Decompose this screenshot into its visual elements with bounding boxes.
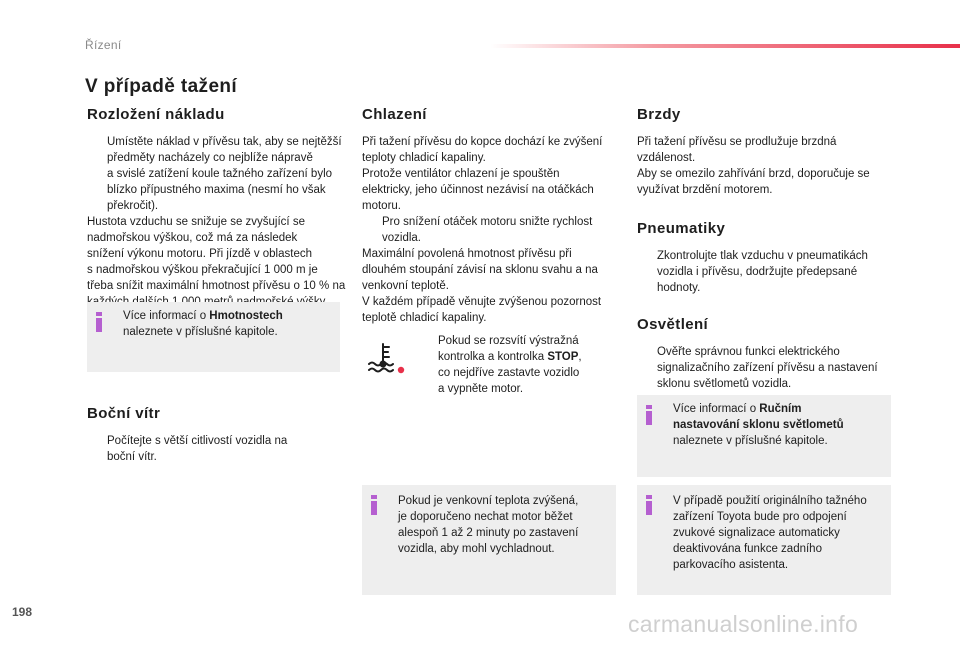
paragraph-cooling-1 [362,134,624,214]
info-box-headlamp-leveling [637,395,891,477]
bullet-warning [418,333,618,397]
text-line: blízko přípustného maxima (nesmí ho však [107,184,326,196]
bullet-tyre-pressure [637,248,899,296]
text-line: elektricky, jeho účinnost nezávisí na otáčkách [362,184,594,196]
info-icon [646,405,652,425]
text-line: Aby se omezilo zahřívání brzd, doporučuje se [637,168,870,180]
text-line: překročit). [107,200,159,212]
text-line: deaktivována funkce zadního [673,543,822,555]
column-tyres [637,220,899,296]
info-text [123,308,328,340]
text-line: vozidla, aby mohl vychladnout. [398,543,555,555]
text-line: Pokud je venkovní teplota zvýšená, [398,495,579,507]
text-line: signalizačního zařízení přívěsu a nastavení [657,362,878,374]
header-accent-bar [490,44,960,48]
text-line: Umístěte náklad v přívěsu tak, aby se nejtěžší [107,136,342,148]
info-text-prefix: Více informací o [123,310,210,322]
info-icon [371,495,377,515]
bullet-marker-icon [362,214,382,246]
text-line: parkovacího asistenta. [673,559,789,571]
text-line: motoru. [362,200,401,212]
bullet-lighting-check [637,344,899,392]
info-icon [646,495,652,515]
heading-brakes: Brzdy [637,106,681,123]
paragraph-cooling-2 [362,246,624,326]
bullet-marker-icon [418,333,438,397]
column-cargo [87,106,349,310]
heading-cargo: Rozložení nákladu [87,106,225,123]
bullet-marker-icon [87,433,107,465]
text-line: Protože ventilátor chlazení je spouštěn [362,168,560,180]
text-line: zvukové signalizace automaticky [673,527,840,539]
coolant-temperature-warning-icon [363,340,407,376]
text-line: využívat brzdění motorem. [637,184,773,196]
text-fragment: , [578,351,582,363]
text-line: boční vítr. [107,451,157,463]
bullet-reduce-speed [362,214,624,246]
text-line: vozidla i přívěsu, dodržujte předepsané [657,266,858,278]
column-lighting [637,316,899,392]
stop-label: STOP [547,351,579,363]
info-text [673,401,879,449]
text-line: teploty chladicí kapaliny. [362,152,486,164]
text-line: a vypněte motor. [438,383,524,395]
heading-crosswind: Boční vítr [87,405,161,422]
warning-instruction [418,333,618,397]
text-line: Zkontrolujte tlak vzduchu v pneumatikách [657,250,868,262]
text-line: vozidla. [382,232,421,244]
text-line: Pro snížení otáček motoru snižte rychlost [382,216,593,228]
text-line: zařízení Toyota bude pro odpojení [673,511,847,523]
text-fragment: kontrolka a kontrolka [438,351,548,363]
info-box-towbar [637,485,891,595]
heading-lighting: Osvětlení [637,316,709,333]
info-box-weights [87,302,340,372]
text-line: dlouhém stoupání závisí na sklonu svahu a na [362,264,598,276]
heading-cooling: Chlazení [362,106,427,123]
text-line: Maximální povolená hmotnost přívěsu při [362,248,572,260]
text-line: Při tažení přívěsu se prodlužuje brzdná [637,136,837,148]
paragraph-altitude [87,214,349,310]
column-cooling [362,106,624,326]
text-line: V každém případě věnujte zvýšenou pozornost [362,296,602,308]
page-title: V případě tažení [85,76,238,97]
info-text-suffix: naleznete v příslušné kapitole. [123,326,278,338]
text-line: nadmořskou výškou, což má za následek [87,232,298,244]
heading-tyres: Pneumatiky [637,220,726,237]
text-line: předměty nacházely co nejblíže nápravě [107,152,313,164]
column-crosswind [87,405,345,465]
page-number: 198 [12,605,33,619]
text-line: hodnoty. [657,282,701,294]
info-box-cooldown [362,485,616,595]
text-line: třeba snížit maximální hmotnost přívěsu o 10 % na [87,280,346,292]
bullet-marker-icon [637,344,657,392]
info-icon [96,312,102,332]
text-line: Počítejte s větší citlivostí vozidla na [107,435,288,447]
bullet-crosswind [87,433,345,465]
section-label: Řízení [85,38,122,52]
text-line: je doporučeno nechat motor běžet [398,511,573,523]
info-text-bold: Hmotnostech [209,310,283,322]
text-line: Pokud se rozsvítí výstražná [438,335,579,347]
info-text-bold: nastavování sklonu světlometů [673,419,844,431]
bullet-marker-icon [87,134,107,214]
column-brakes [637,106,899,198]
bullet-cargo-placement [87,134,349,214]
text-line: vzdálenost. [637,152,696,164]
info-text [398,493,604,557]
bullet-marker-icon [637,248,657,296]
text-line: Ověřte správnou funkci elektrického [657,346,840,358]
info-text-prefix: Více informací o [673,403,760,415]
text-line: V případě použití originálního tažného [673,495,867,507]
info-text [673,493,879,573]
text-line: snížení výkonu motoru. Při jízdě v oblastech [87,248,312,260]
text-line: Při tažení přívěsu do kopce dochází ke zvýšení [362,136,603,148]
watermark: carmanualsonline.info [628,611,859,637]
info-text-bold: Ručním [759,403,802,415]
text-line: teplotě chladicí kapaliny. [362,312,487,324]
text-line: alespoň 1 až 2 minuty po zastavení [398,527,579,539]
text-line: Hustota vzduchu se snižuje se zvyšující se [87,216,305,228]
text-line: co nejdříve zastavte vozidlo [438,367,580,379]
text-line: sklonu světlometů vozidla. [657,378,792,390]
text-line: venkovní teplotě. [362,280,449,292]
paragraph-brakes [637,134,899,198]
text-line [438,349,618,365]
text-line: a svislé zatížení koule tažného zařízení bylo [107,168,333,180]
text-line: s nadmořskou výškou překračující 1 000 m je [87,264,318,276]
info-text-suffix: naleznete v příslušné kapitole. [673,435,828,447]
